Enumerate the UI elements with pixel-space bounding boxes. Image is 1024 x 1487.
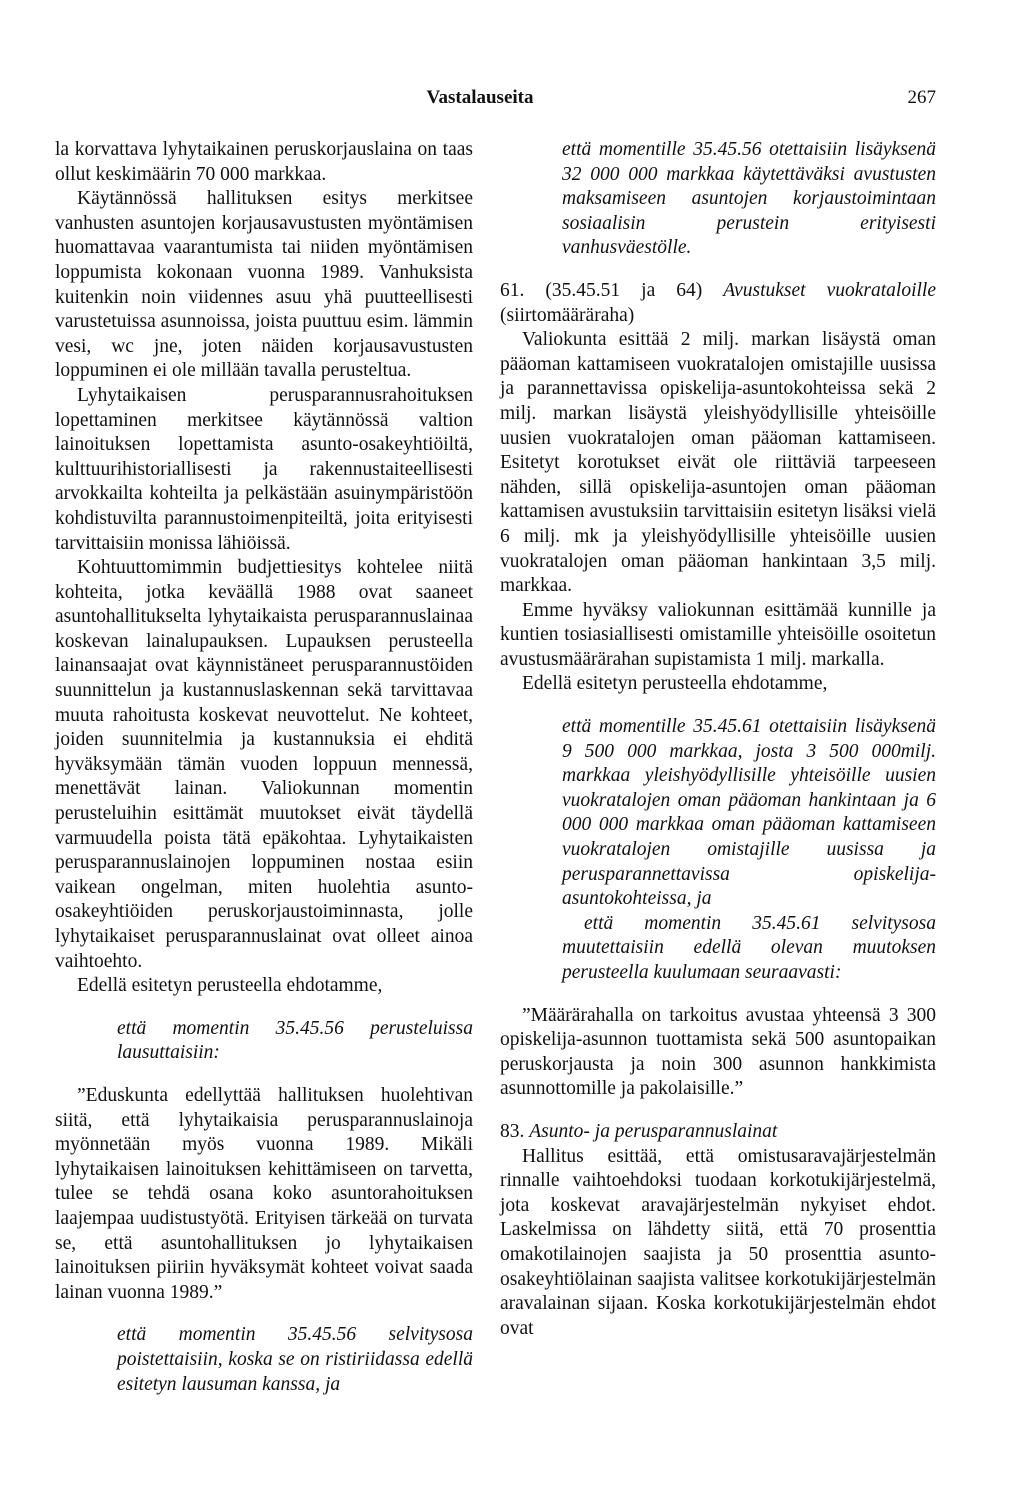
paragraph: Emme hyväksy valiokunnan esittämää kunnille ja kuntien tosiasiallisesti omistamille yhteisöille osoitetun avustusmäärärahan supistamista 1 milj. markalla.	[500, 599, 936, 670]
proposal-text: että momentille 35.45.56 otettaisiin lisäyksenä 32 000 000 markkaa käytettäväksi avustusten maksamiseen asuntojen korjaustoimintaan sosiaalisin perustein erityisesti vanhusväestölle.	[562, 139, 936, 259]
paragraph: Valiokunta esittää 2 milj. markan lisäystä oman pääoman kattamiseen vuokratalojen omistajille uusissa ja parannettavissa opiskelija-asuntokohteissa sekä 2 milj. markan lisäystä yleishyödyllisille yhteisöille uusien vuokratalojen oman pääoman kattamiseen. Esitetyt korotukset eivät ole riittäviä tarpeeseen nähden, sillä opiskelija-asuntojen oman pääoman kattamisen avustuksiin tarvittaisiin esitetyn lisäksi vielä 6 milj. mk ja yleishyödyllisille yhteisöille uusien vuokratalojen oman pääoman hankintaan 3,5 milj. markkaa.	[500, 329, 936, 597]
section-heading-61: 61. (35.45.51 ja 64) Avustukset vuokrataloille (siirtomääräraha)	[500, 279, 936, 326]
proposal-text: että momentin 35.45.56 perusteluissa lausuttaisiin:	[117, 1017, 473, 1064]
paragraph: Lyhytaikaisen perusparannusrahoituksen lopettaminen merkitsee käytännössä valtion lainoituksen lopettamista asunto-osakeyhtiöiltä, kulttuurihistoriallisesti ja rakennustaiteellisesti arvokkailta kohteilta ja pelkästään asuinympäristöön kohdistuvilta parannustoimenpiteiltä, joita erityisesti tarvittaisiin monissa lähiöissä.	[55, 384, 473, 554]
paragraph: Edellä esitetyn perusteella ehdotamme,	[77, 975, 383, 997]
running-title: Vastalauseita	[426, 87, 534, 108]
proposal-text: että momentin 35.45.56 selvitysosa poistettaisiin, koska se on ristiriidassa edellä esitetyn lausuman kanssa, ja	[117, 1324, 473, 1395]
left-column	[55, 138, 473, 1397]
proposal-text: että momentille 35.45.61 otettaisiin lisäyksenä 9 500 000 markkaa, josta 3 500 000milj. markkaa yleishyödyllisille yhteisöille uusien vuokratalojen oman pääoman hankintaan ja 6 000 000 markkaa oman pääoman kattamiseen vuokratalojen omistajille uusissa ja perusparannettavissa opiskelija-asuntokohteissa, ja	[562, 716, 936, 910]
quoted-statement: ”Eduskunta edellyttää hallituksen huolehtivan siitä, että lyhytaikaisia perusparannuslainoja myönnetään myös vuonna 1989. Mikäli lyhytaikaisen lainoituksen kehittämiseen on tarvetta, tulee se tehdä osana koko asuntorahoituksen laajempaa uudistustyötä. Erityisen tärkeää on turvata se, että asuntohallituksen jo lyhytaikaisen lainoituksen piiriin hyväksymät kohteet voivat saada lainan vuonna 1989.”	[55, 1084, 473, 1303]
right-column	[500, 138, 936, 1341]
paragraph: Edellä esitetyn perusteella ehdotamme,	[522, 673, 828, 695]
paragraph: la korvattava lyhytaikainen peruskorjauslaina on taas ollut keskimäärin 70 000 markkaa.	[55, 139, 473, 185]
proposal-text: että momentin 35.45.61 selvitysosa muutettaisiin edellä olevan muutoksen perusteella kuulumaan seuraavasti:	[562, 912, 936, 983]
quoted-statement: ”Määrärahalla on tarkoitus avustaa yhteensä 3 300 opiskelija-asunnon tuottamista sekä 500 asuntopaikan peruskorjausta ja noin 300 asunnon hankkimista asunnottomille ja pakolaisille.”	[500, 1004, 936, 1100]
paragraph: Käytännössä hallituksen esitys merkitsee vanhusten asuntojen korjausavustusten myöntämisen huomattavaa vaarantumista tai niiden myöntämisen loppumista kokonaan vuonna 1989. Vanhuksista kuitenkin noin viidennes asuu yhä puutteellisesti varustetuissa asunnoissa, joista puuttuu esim. lämmin vesi, wc jne, joten näiden korjausavustusten loppuminen ei ole millään tavalla perusteltua.	[55, 188, 473, 382]
page-number: 267	[907, 87, 936, 108]
paragraph: Kohtuuttomimmin budjettiesitys kohtelee niitä kohteita, jotka keväällä 1988 ovat saaneet asuntohallitukselta lyhytaikaista perusparannuslainaa koskevan lainalupauksen. Lupauksen perusteella lainansaajat ovat käynnistäneet perusparannustöiden suunnittelun ja kustannuslaskennan sekä tarvittavaa muuta rahoitusta koskevat neuvottelut. Ne kohteet, joiden suunnitelmia ja kustannuksia ei ehditä hyväksymään tämän vuoden loppuun mennessä, menettävät lainan. Valiokunnan momentin perusteluihin esittämät muutokset eivät täydellä varmuudella poista tätä epäkohtaa. Lyhytaikaisten perusparannuslainojen loppuminen nostaa esiin vaikean ongelman, miten huolehtia asunto-osakeyhtiöiden peruskorjaustoiminnasta, jolle lyhytaikaiset perusparannuslainat ovat olleet ainoa vaihtoehto.	[55, 557, 473, 972]
section-heading-83: 83. Asunto- ja perusparannuslainat	[500, 1120, 778, 1142]
paragraph: Hallitus esittää, että omistusaravajärjestelmän rinnalle vaihtoehdoksi tuodaan korkotukijärjestelmä, jota koskevat aravajärjestelmän nykyiset ehdot. Laskelmissa on lähdetty siitä, että 70 prosenttia omakotilainojen saajista ja 50 prosenttia asunto-osakeyhtiölainan saajista valitsee korkotukijärjestelmän aravalainan sijaan. Koska korkotukijärjestelmän ehdot ovat	[500, 1145, 936, 1339]
